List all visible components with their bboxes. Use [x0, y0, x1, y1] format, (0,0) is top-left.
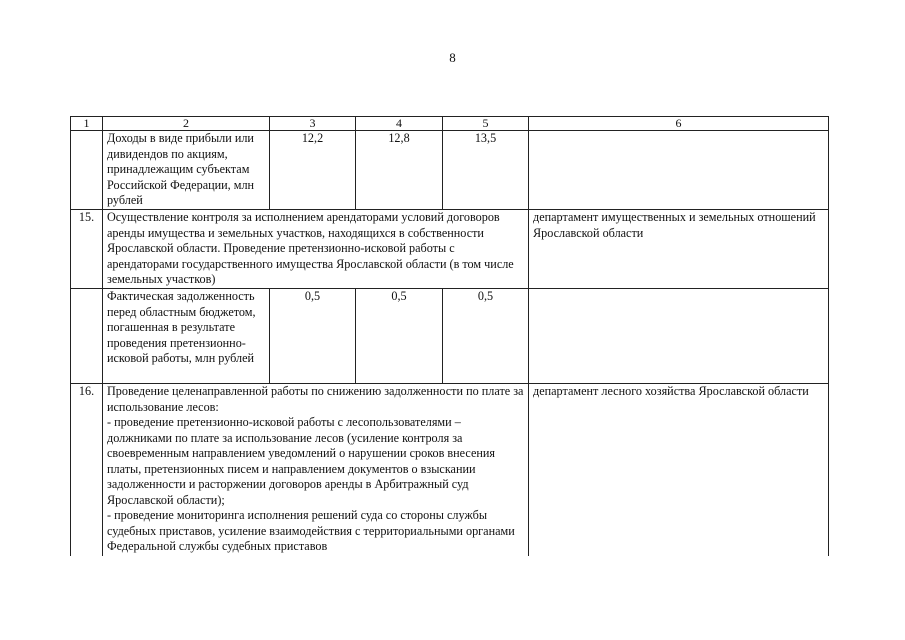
column-header: 5: [443, 117, 529, 131]
value-cell: 0,5: [270, 289, 356, 384]
responsible-cell: департамент имущественных и земельных отношений Ярославской области: [529, 210, 829, 289]
responsible-cell: [529, 131, 829, 210]
activity-text: Проведение целенаправленной работы по снижению задолженности по плате за использование лесов:: [107, 384, 524, 414]
responsible-cell: департамент лесного хозяйства Ярославской области: [529, 384, 829, 557]
activity-cell: [103, 384, 529, 557]
table-row: [71, 131, 829, 210]
column-header: 2: [103, 117, 270, 131]
value-cell: 12,2: [270, 131, 356, 210]
row-number-cell: 15.: [71, 210, 103, 289]
indicator-cell: Фактическая задолженность перед областным бюджетом, погашенная в результате проведения претензионно-исковой работы, млн рублей: [103, 289, 270, 384]
row-number-cell: [71, 131, 103, 210]
value-cell: 0,5: [443, 289, 529, 384]
value-cell: 12,8: [356, 131, 443, 210]
table-row: [71, 384, 829, 557]
column-header: 1: [71, 117, 103, 131]
measures-table: [70, 116, 829, 556]
value-cell: 0,5: [356, 289, 443, 384]
page-number: 8: [449, 50, 456, 65]
table-row: [71, 289, 829, 384]
indicator-cell: Доходы в виде прибыли или дивидендов по акциям, принадлежащим субъектам Российской Федерации, млн рублей: [103, 131, 270, 210]
responsible-cell: [529, 289, 829, 384]
table-header-row: [71, 117, 829, 131]
activity-list-item: - проведение мониторинга исполнения решений суда со стороны службы судебных приставов, усиление взаимодействия с территориальными органами Федеральной службы судебных приставов: [107, 508, 515, 553]
value-cell: 13,5: [443, 131, 529, 210]
row-number-cell: 16.: [71, 384, 103, 557]
activity-list-item: - проведение претензионно-исковой работы с лесопользователями – должниками по плате за использование лесов (усиление контроля за своевременным направлением уведомлений о нарушении сроков внесения платы, претензионных писем и направлением документов о взыскании задолженности и расторжении договоров аренды в Арбитражный суд Ярославской области);: [107, 415, 496, 507]
table-row: [71, 210, 829, 289]
activity-cell: Осуществление контроля за исполнением арендаторами условий договоров аренды имущества и земельных участков, находящихся в собственности Ярославской области. Проведение претензионно-исковой работы с арендаторами государственного имущества Ярославской области (в том числе земельных участков): [103, 210, 529, 289]
column-header: 4: [356, 117, 443, 131]
column-header: 6: [529, 117, 829, 131]
row-number-cell: [71, 289, 103, 384]
column-header: 3: [270, 117, 356, 131]
